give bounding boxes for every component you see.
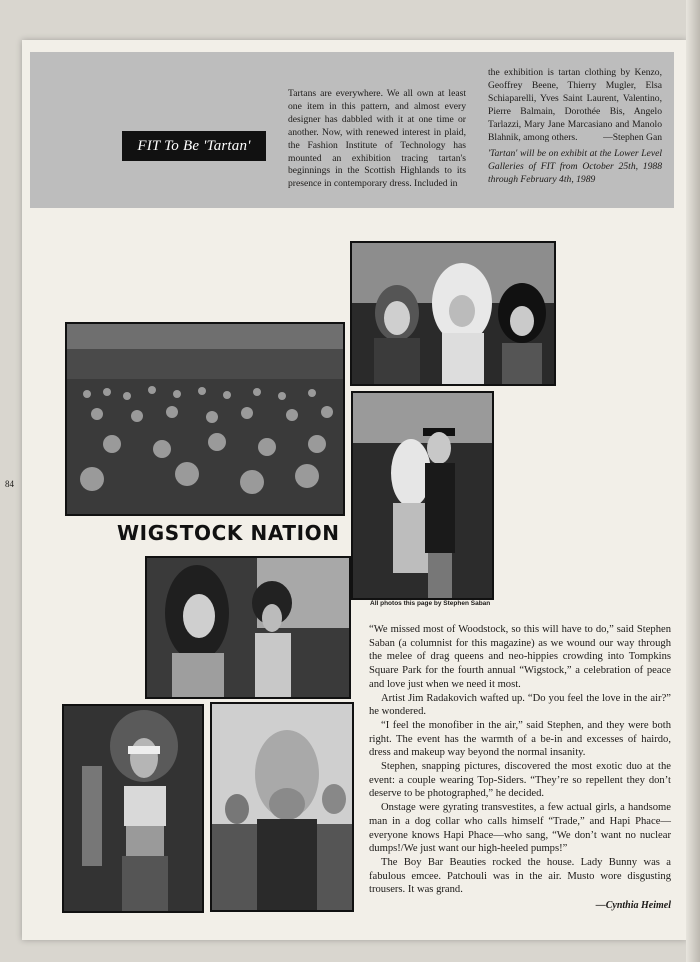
article-paragraph-6: The Boy Bar Beauties rocked the house. Lady Bunny was a fabulous emcee. Patchouli was in the air. Musto wore disgusting trousers. It was grand.: [369, 856, 671, 896]
photo-two-people-cowboy-hat: [351, 391, 494, 600]
article-paragraph-5: Onstage were gyrating transvestites, a few actual girls, a handsome man in a dog collar who calls himself “Trade,” and Hapi Phace—everyone knows Hapi Phace—who sang, “We don’t want no nuclear dumps!/We just want our high-heeled pumps!”: [369, 802, 671, 855]
photo-bouffant-wig: [210, 702, 354, 912]
article-paragraph-2: Artist Jim Radakovich wafted up. “Do you feel the love in the air?” he wondered.: [369, 692, 671, 718]
tartan-column-1: Tartans are everywhere. We all own at least one item in this pattern, and almost every designer has dabbled with it at one time or another. Now, with renewed interest in plaid, the Fashion Institute of Technology has mounted an exhibition tracing tartan's beginnings in the Scottish Highlands to its presence in contemporary dress. Included in: [288, 88, 466, 190]
wigstock-article: [369, 623, 671, 913]
scan-edge: [686, 0, 700, 962]
tartan-exhibit-note: 'Tartan' will be on exhibit at the Lower Level Galleries of FIT from October 25th, 1988 through February 4th, 1989: [488, 148, 662, 186]
tartan-column-2-text: the exhibition is tartan clothing by Kenzo, Geoffrey Beene, Thierry Mugler, Elsa Schiaparelli, Yves Saint Laurent, Valentino, Pierre Balmain, Dorothée Bis, Angelo Tarlazzi, Mary Jane Marcasiano and Manolo Blahnik, among others.: [488, 67, 662, 143]
tartan-byline: —Stephen Gan: [603, 131, 662, 143]
tartan-column-2: [488, 67, 662, 187]
photo-woman-sunglasses: [62, 704, 204, 913]
photo-three-wigged-people: [350, 241, 556, 386]
article-paragraph-3: “I feel the monofiber in the air,” said Stephen, and they were both right. The event has the warmth of a be-in and excesses of hairdo, dress and makeup way beyond the normal insanity.: [369, 719, 671, 759]
photo-crowd: [65, 322, 345, 516]
article-signature: —Cynthia Heimel: [595, 900, 671, 912]
wigstock-title: WIGSTOCK NATION: [117, 521, 340, 545]
photo-credit-caption: All photos this page by Stephen Saban: [370, 600, 491, 607]
article-paragraph-1: “We missed most of Woodstock, so this will have to do,” said Stephen Saban (a columnist for this magazine) as we wound our way through the melee of drag queens and neo-hippies crowding into Tompkins Square Park for the fourth annual “Wigstock,” a celebration of peace and love just when we need it most.: [369, 624, 671, 690]
article-paragraph-4: Stephen, snapping pictures, discovered the most exotic duo at the event: a couple wearing Top-Siders. “They’re so repellent they don’t deserve to be photographed,” he decided.: [369, 761, 671, 800]
photo-people-with-curly-wigs: [145, 556, 351, 699]
tartan-title: FIT To Be 'Tartan': [122, 131, 266, 161]
page-number: 84: [5, 479, 14, 489]
